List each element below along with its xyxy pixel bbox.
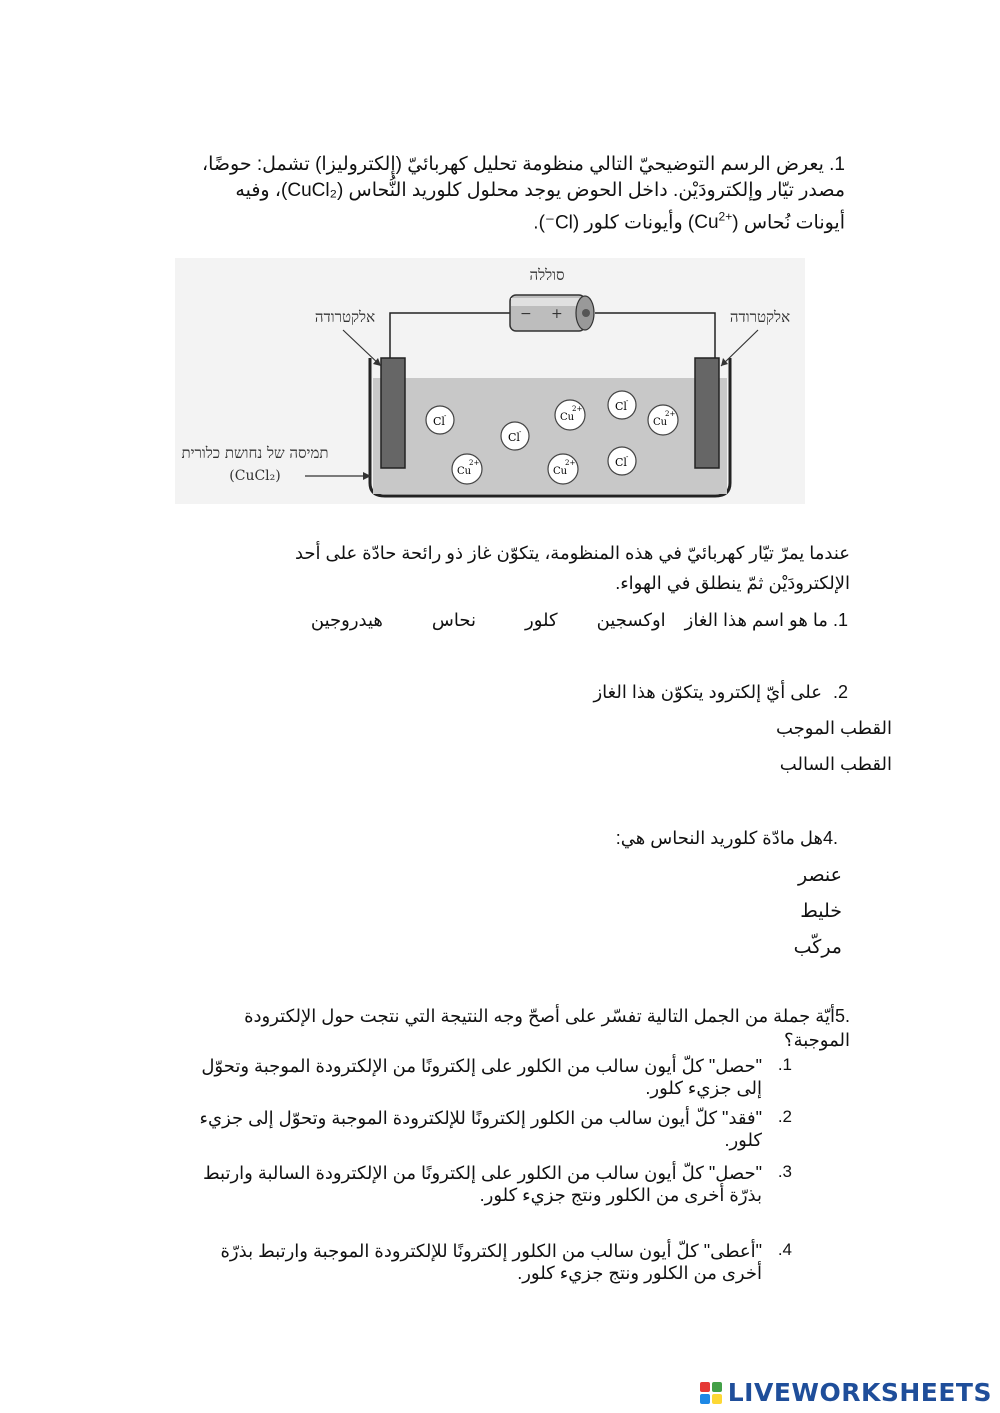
answer-option-4-line-1: "أعطى" كلّ أيون سالب من الكلور إلكترونًا للإلكترودة الموجبة وارتبط بذرّة: [220, 1241, 762, 1261]
diagram-svg: [175, 258, 805, 504]
answer-option-3-line-2: بذرّة أخرى من الكلور ونتج جزيء كلور.: [479, 1185, 762, 1205]
wire-left: [390, 313, 510, 358]
question-1-number: 1.: [832, 610, 848, 630]
svg-text:Cl: Cl: [508, 431, 520, 444]
electrode-right: [695, 358, 719, 468]
answer-option-2-number: .2: [777, 1107, 792, 1126]
intro-line-3: أيونات نُحاس $(Cu^{2+})$ وأيونات كلور (Cl⁻).: [533, 210, 845, 234]
question-2-number: 2.: [832, 682, 848, 702]
intro-paragraph: [165, 152, 845, 236]
battery-minus: −: [520, 306, 532, 322]
question-5-line-1: .5أيّة جملة من الجمل التالية تفسّر على أصحّ وجه النتيجة التي نتجت حول الإلكترودة: [244, 1006, 850, 1026]
svg-text:2+: 2+: [565, 459, 576, 467]
gas-option-copper[interactable]: نحاس: [431, 610, 477, 630]
intro-line-1: 1. يعرض الرسم التوضيحيّ التالي منظومة تحليل كهربائيّ (إلكتروليزا) تشمل: حوضًا،: [202, 154, 845, 175]
answer-option-3-number: .3: [777, 1162, 792, 1181]
logo-grid-icon: [700, 1382, 722, 1404]
answer-option-1[interactable]: [152, 1055, 792, 1105]
cu-formula: Cu: [694, 212, 719, 234]
question-1-text: ما هو اسم هذا الغاز: [684, 610, 828, 630]
battery-label: סוללה: [529, 266, 565, 284]
answer-option-3-line-1: "حصل" كلّ أيون سالب من الكلور على إلكترونًا من الإلكترودة السالبة وارتبط: [202, 1163, 762, 1183]
electrode-left-label: אלקטרודה: [314, 308, 376, 326]
gas-option-chlorine[interactable]: كلور: [525, 610, 558, 630]
liveworksheets-logo: [700, 1378, 992, 1407]
svg-text:2+: 2+: [572, 405, 583, 413]
answer-option-4-line-2: أخرى من الكلور ونتج جزيء كلور.: [517, 1263, 762, 1283]
question-2: [348, 680, 848, 704]
electrolysis-diagram: [175, 258, 805, 504]
svg-text:2+: 2+: [469, 459, 480, 467]
electrode-option-positive[interactable]: القطب الموجب: [775, 718, 892, 738]
passage-line-1: عندما يمرّ تيّار كهربائيّ في هذه المنظومة، يتكوّن غاز ذو رائحة حادّة على أحد: [294, 543, 850, 563]
ion-cl: [608, 447, 636, 475]
svg-text:Cl: Cl: [615, 400, 627, 413]
question-5: [190, 1004, 850, 1052]
answer-option-3[interactable]: [152, 1162, 792, 1212]
svg-text:-: -: [444, 412, 447, 420]
svg-text:Cu: Cu: [653, 417, 668, 428]
electrode-right-arrow: [721, 330, 758, 366]
ion-cu: [548, 454, 578, 484]
question-5-line-2: الموجبة؟: [784, 1030, 850, 1050]
gas-option-oxygen[interactable]: اوكسجين: [596, 610, 666, 630]
svg-text:Cl: Cl: [615, 456, 627, 469]
answer-option-1-line-2: إلى جزيء كلور.: [645, 1078, 762, 1098]
ion-cl: [501, 422, 529, 450]
logo-text: LIVEWORKSHEETS: [727, 1378, 992, 1407]
answer-option-1-line-1: "حصل" كلّ أيون سالب من الكلور على إلكترونًا من الإلكترودة الموجبة وتحوّل: [201, 1056, 762, 1076]
electrode-right-label: אלקטרודה: [729, 308, 791, 326]
wire-right: [595, 313, 715, 358]
answer-option-1-number: .1: [777, 1055, 792, 1074]
svg-text:2+: 2+: [665, 410, 676, 418]
passage-line-2: الإلكترودَيْن ثمّ ينطلق في الهواء.: [615, 573, 850, 593]
ion-cu: [452, 454, 482, 484]
svg-text:-: -: [626, 397, 629, 405]
gas-option-hydrogen[interactable]: هيدروجين: [310, 610, 383, 630]
ion-cl: [426, 406, 454, 434]
ion-cu: [555, 400, 585, 430]
answer-option-2-line-1: "فقد" كلّ أيون سالب من الكلور إلكترونًا للإلكترودة الموجبة وتحوّل إلى جزيء: [199, 1108, 762, 1128]
question-2-text: على أيّ إلكترود يتكوّن هذا الغاز: [593, 682, 822, 702]
answer-option-4-number: .4: [777, 1240, 792, 1259]
svg-text:Cu: Cu: [553, 466, 568, 477]
intro-line-2: مصدر تيّار وإلكترودَيْن. داخل الحوض يوجد محلول كلوريد النُّحاس (CuCl₂)، وفيه: [235, 180, 845, 201]
arrowhead-icon: [721, 358, 728, 366]
electrode-left-arrow: [343, 330, 381, 366]
solution-formula: (CuCl₂): [229, 468, 281, 484]
substance-option-mixture[interactable]: خليط: [800, 901, 842, 922]
ion-cu: [648, 405, 678, 435]
answer-option-2[interactable]: [152, 1107, 792, 1157]
svg-text:Cl: Cl: [433, 415, 445, 428]
answer-option-4[interactable]: [152, 1240, 792, 1290]
electrode-option-negative[interactable]: القطب السالب: [779, 754, 892, 774]
svg-text:-: -: [626, 453, 629, 461]
answer-option-2-line-2: كلور.: [724, 1130, 762, 1150]
substance-option-element[interactable]: عنصر: [797, 865, 842, 886]
svg-text:Cu: Cu: [457, 466, 472, 477]
svg-text:Cu: Cu: [560, 412, 575, 423]
cu-charge: 2+: [718, 210, 733, 224]
passage: [230, 538, 850, 598]
solution-label: תמיסה של נחושת כלורית: [181, 444, 329, 462]
ion-cl: [608, 391, 636, 419]
question-4: .4هل مادّة كلوريد النحاس هي:: [615, 828, 838, 848]
substance-option-compound[interactable]: مركّب: [793, 937, 842, 958]
electrode-left: [381, 358, 405, 468]
question-1: [248, 608, 848, 632]
battery-plus: +: [551, 306, 563, 322]
svg-text:-: -: [519, 428, 522, 436]
